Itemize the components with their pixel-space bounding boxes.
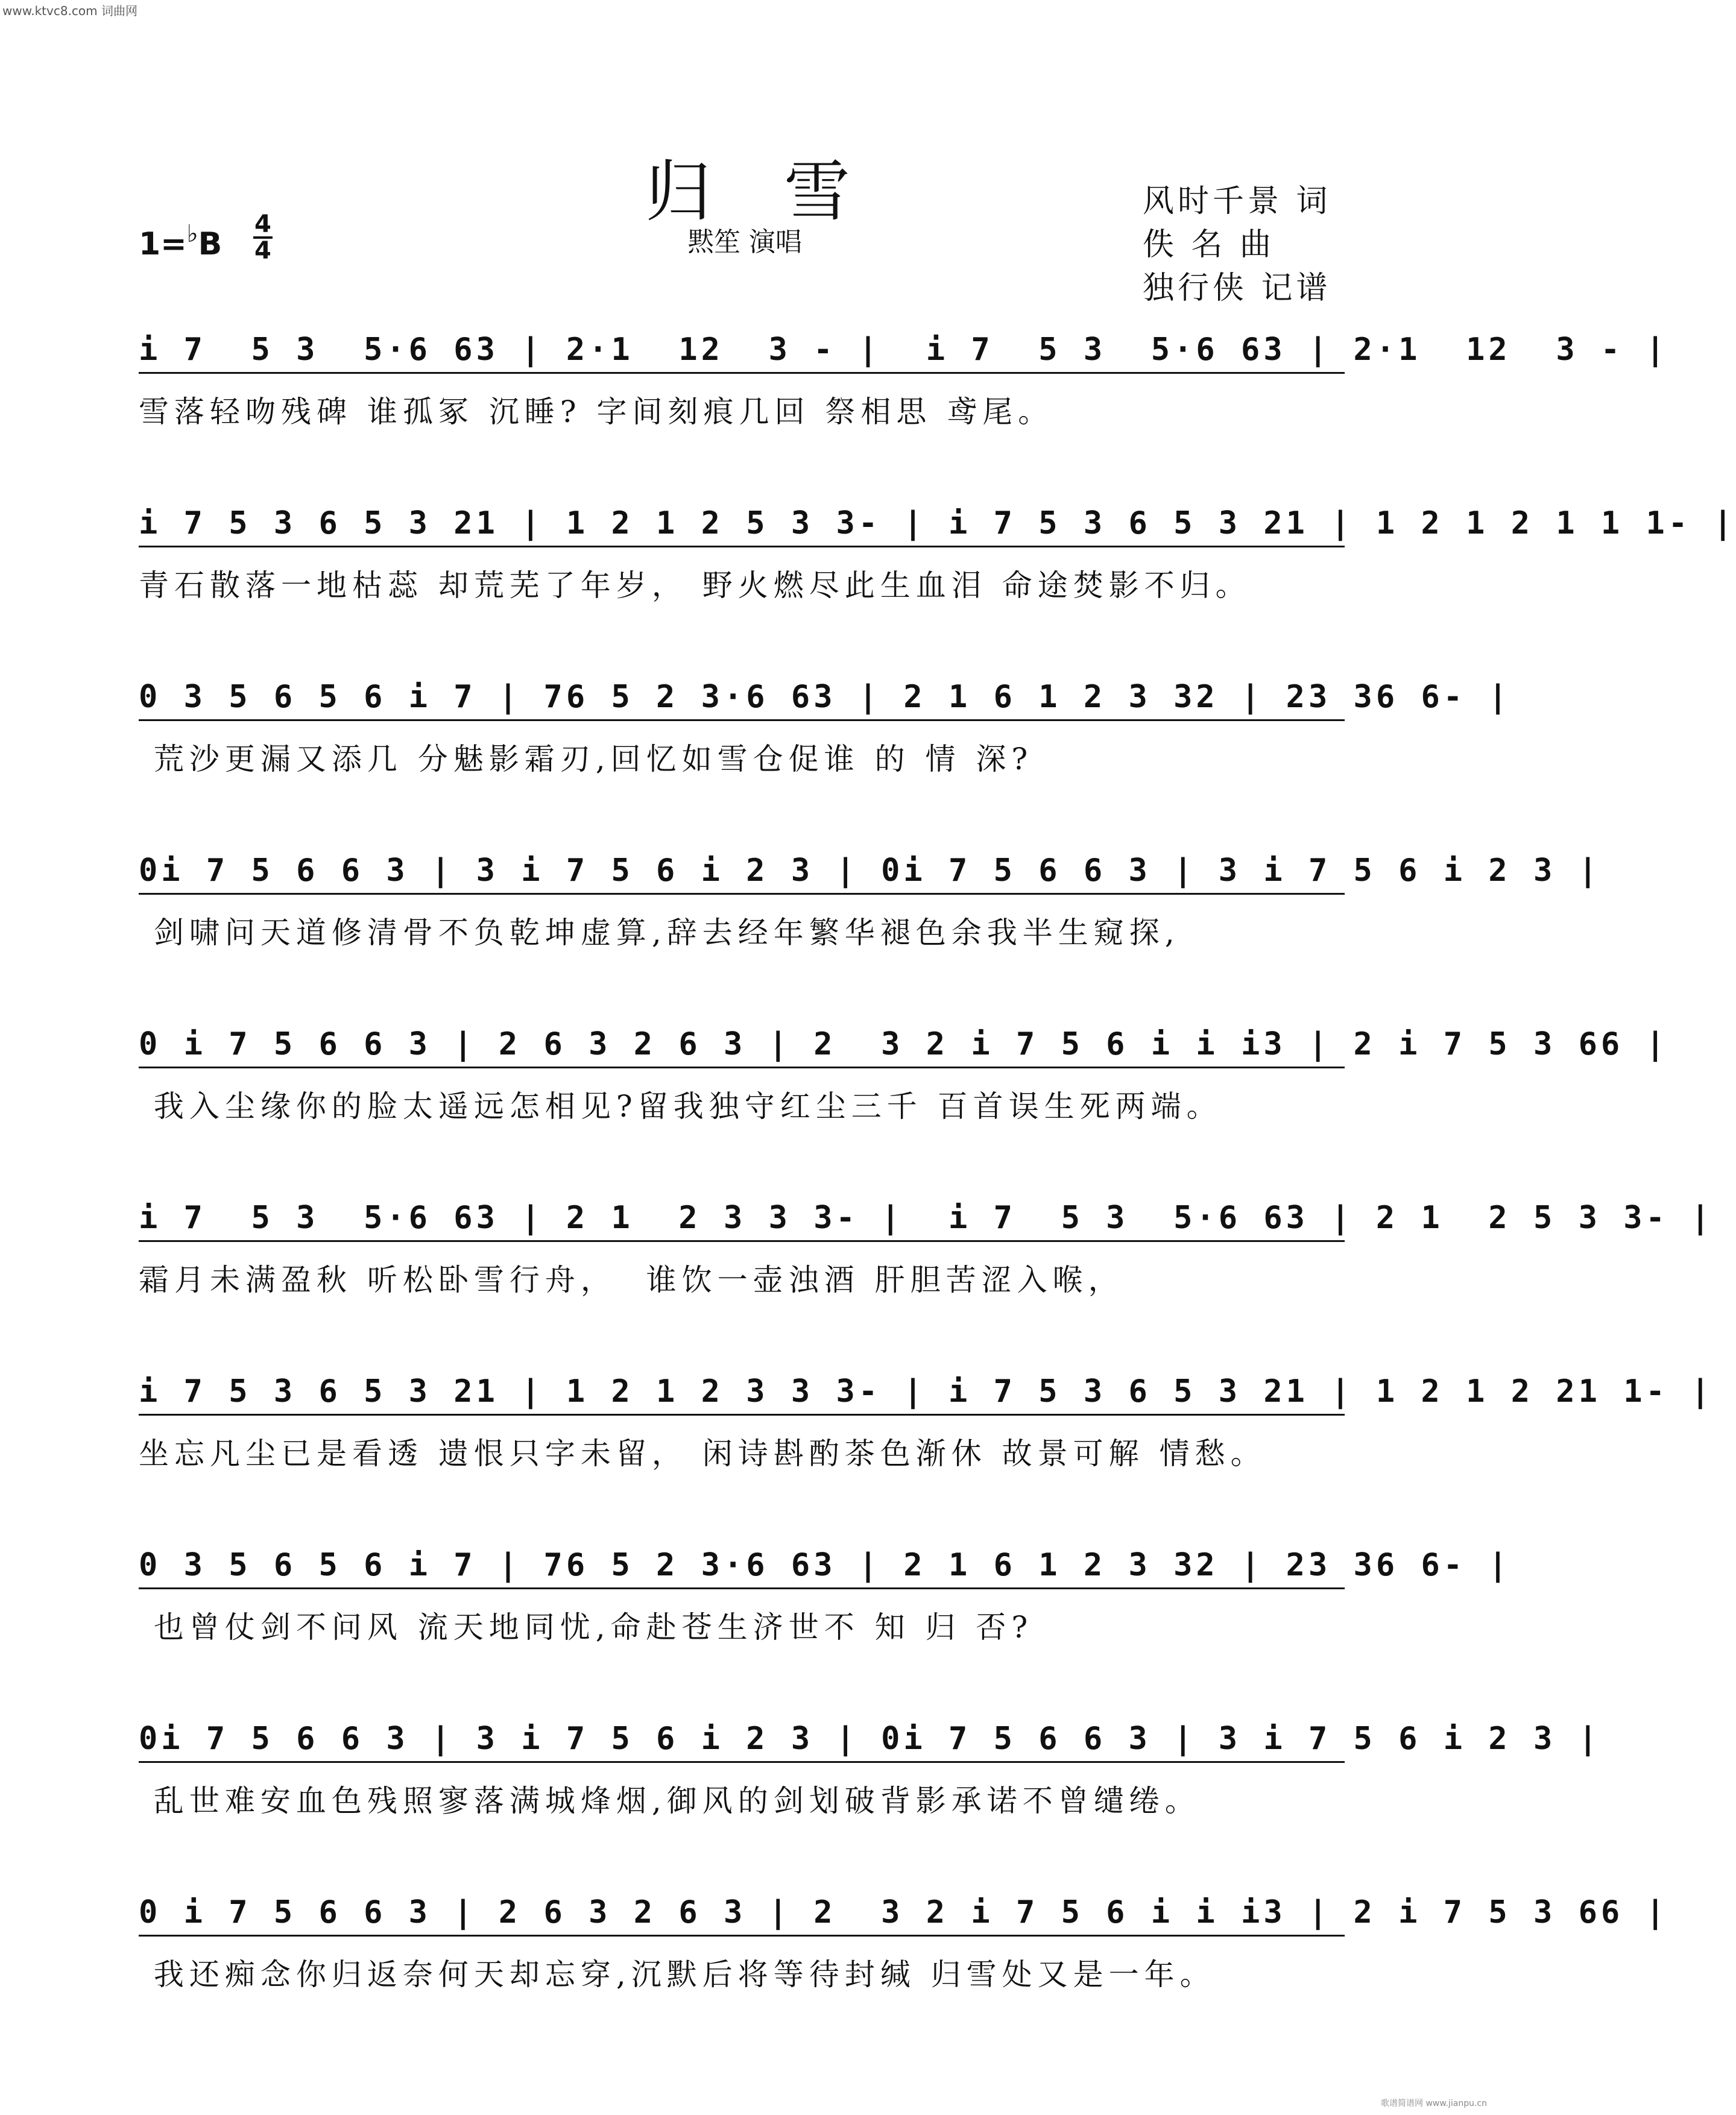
song-title: 归雪 [645, 153, 923, 230]
time-signature-top: 4 [254, 210, 271, 238]
underline-beam [139, 372, 1345, 374]
transcriber-credit: 独行侠 记谱 [1143, 270, 1331, 306]
lyrics-line: 剑啸问天道修清骨不负乾坤虚算,辞去经年繁华褪色余我半生窥探, [139, 915, 1180, 950]
notation-line: 0 3 5 6 5 6 i 7 | 76 5 2 3·6 63 | 2 1 6 1 2 3 32 | 23 36 6- | [139, 679, 1511, 715]
score-system [139, 849, 1601, 958]
notation-line: i 7 5 3 5·6 63 | 2 1 2 3 3 3- | i 7 5 3 5·6 63 | 2 1 2 5 3 3- | [139, 1200, 1714, 1236]
score-system [139, 329, 1668, 437]
lyrics-line: 坐忘凡尘已是看透 遗恨只字未留， 闲诗斟酌茶色渐休 故景可解 情愁。 [139, 1436, 1266, 1471]
notation-line: i 7 5 3 6 5 3 21 | 1 2 1 2 5 3 3- | i 7 5 3 6 5 3 21 | 1 2 1 2 1 1 1- | [139, 505, 1736, 541]
score-system [139, 502, 1736, 611]
lyrics-line: 我还痴念你归返奈何天却忘穿,沉默后将等待封缄 归雪处又是一年。 [139, 1957, 1216, 1992]
score-system [139, 676, 1511, 784]
lyrics-line: 我入尘缘你的脸太遥远怎相见?留我独守红尘三千 百首误生死两端。 [139, 1089, 1222, 1124]
lyricist-credit: 风时千景 词 [1143, 183, 1331, 219]
underline-beam [139, 1414, 1345, 1416]
underline-beam [139, 546, 1345, 547]
notation-line: i 7 5 3 5·6 63 | 2·1 12 3 - | i 7 5 3 5·6 63 | 2·1 12 3 - | [139, 332, 1668, 368]
notation-line: 0i 7 5 6 6 3 | 3 i 7 5 6 i 2 3 | 0i 7 5 6 6 3 | 3 i 7 5 6 i 2 3 | [139, 1721, 1601, 1757]
key-signature [139, 220, 223, 262]
score-system [139, 1891, 1668, 2000]
key-note: B [198, 226, 223, 262]
underline-beam [139, 1761, 1345, 1763]
score-system [139, 1023, 1668, 1132]
lyrics-line: 雪落轻吻残碑 谁孤冢 沉睡? 字间刻痕几回 祭相思 鸢尾。 [139, 394, 1054, 429]
time-signature [253, 212, 273, 263]
notation-line: i 7 5 3 6 5 3 21 | 1 2 1 2 3 3 3- | i 7 5 3 6 5 3 21 | 1 2 1 2 21 1- | [139, 1373, 1714, 1410]
underline-beam [139, 893, 1345, 895]
underline-beam [139, 1935, 1345, 1937]
flat-sign: ♭ [186, 220, 198, 248]
underline-beam [139, 719, 1345, 721]
singer-credit: 黙笙 演唱 [687, 227, 802, 257]
composer-credit: 佚 名 曲 [1143, 227, 1275, 263]
lyrics-line: 青石散落一地枯蕊 却荒芜了年岁， 野火燃尽此生血泪 命途焚影不归。 [139, 568, 1251, 603]
site-watermark: www.ktvc8.com 词曲网 [2, 4, 138, 18]
time-signature-bottom: 4 [254, 237, 271, 265]
footer-watermark: 歌谱简谱网 www.jianpu.cn [1381, 2099, 1487, 2108]
key-prefix: 1= [139, 226, 187, 262]
credits-block [1143, 180, 1331, 310]
lyrics-line: 荒沙更漏又添几 分魅影霜刃,回忆如雪仓促谁 的 情 深? [139, 742, 1034, 777]
notation-line: 0 i 7 5 6 6 3 | 2 6 3 2 6 3 | 2 3 2 i 7 5 6 i i i3 | 2 i 7 5 3 66 | [139, 1026, 1668, 1062]
lyrics-line: 乱世难安血色残照寥落满城烽烟,御风的剑划破背影承诺不曾缱绻。 [139, 1783, 1201, 1818]
score-system [139, 1197, 1714, 1305]
lyrics-line: 也曾仗剑不问风 流天地同忧,命赴苍生济世不 知 归 否? [139, 1610, 1034, 1645]
score-system [139, 1370, 1714, 1479]
lyrics-line: 霜月未满盈秋 听松卧雪行舟， 谁饮一壶浊酒 肝胆苦涩入喉， [139, 1262, 1124, 1297]
score-system [139, 1544, 1511, 1653]
underline-beam [139, 1240, 1345, 1242]
underline-beam [139, 1587, 1345, 1589]
notation-line: 0i 7 5 6 6 3 | 3 i 7 5 6 i 2 3 | 0i 7 5 6 6 3 | 3 i 7 5 6 i 2 3 | [139, 853, 1601, 889]
underline-beam [139, 1067, 1345, 1068]
score-system [139, 1718, 1601, 1826]
notation-line: 0 i 7 5 6 6 3 | 2 6 3 2 6 3 | 2 3 2 i 7 5 6 i i i3 | 2 i 7 5 3 66 | [139, 1894, 1668, 1931]
notation-line: 0 3 5 6 5 6 i 7 | 76 5 2 3·6 63 | 2 1 6 1 2 3 32 | 23 36 6- | [139, 1547, 1511, 1583]
